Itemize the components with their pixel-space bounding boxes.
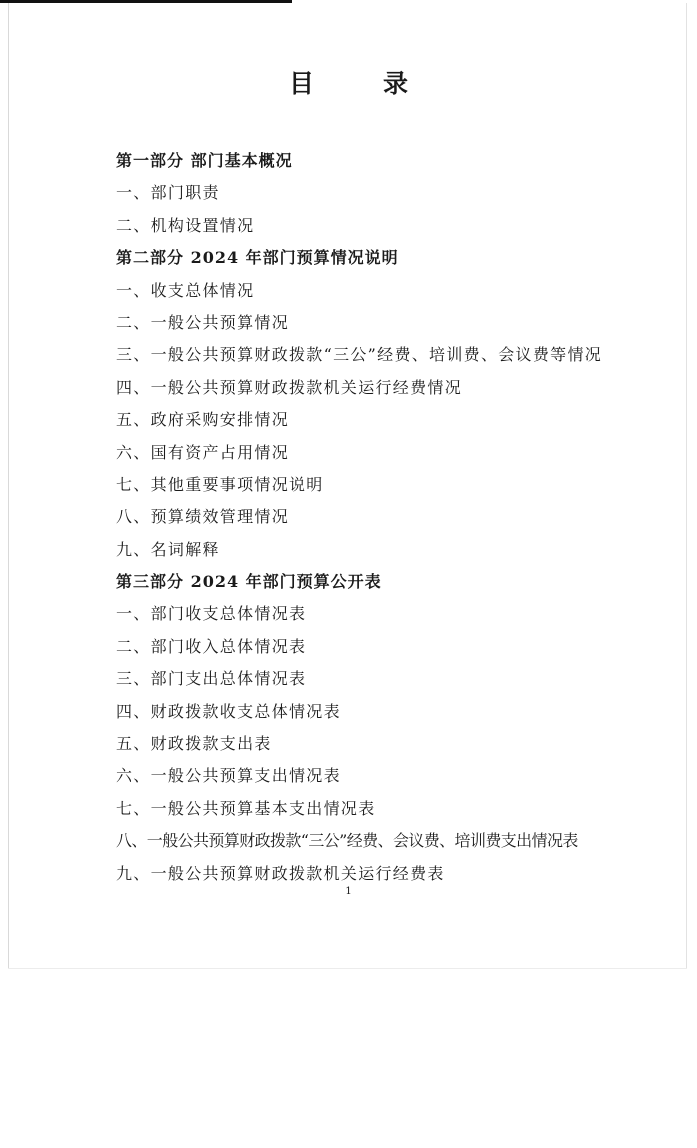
toc-item: 九、一般公共预算财政拨款机关运行经费表 xyxy=(116,863,445,883)
page-right-edge xyxy=(686,3,687,968)
document-title: 目 录 xyxy=(288,69,430,98)
toc-item: 一、收支总体情况 xyxy=(116,280,255,300)
page-left-edge xyxy=(8,3,9,968)
toc-item: 七、一般公共预算基本支出情况表 xyxy=(116,798,376,818)
page-bottom-edge xyxy=(8,968,687,969)
toc-item: 四、一般公共预算财政拨款机关运行经费情况 xyxy=(116,377,463,397)
toc-section-heading: 第一部分 部门基本概况 xyxy=(116,151,293,170)
toc-item: 六、国有资产占用情况 xyxy=(116,442,290,462)
toc-item: 一、部门职责 xyxy=(116,183,220,203)
toc-item: 二、一般公共预算情况 xyxy=(116,312,290,332)
toc-item: 九、名词解释 xyxy=(116,539,220,559)
toc-section-heading: 第三部分 2024 年部门预算公开表 xyxy=(116,572,382,592)
toc-item: 一、部门收支总体情况表 xyxy=(116,604,307,624)
toc-item: 三、部门支出总体情况表 xyxy=(116,669,307,689)
toc-item: 四、财政拨款收支总体情况表 xyxy=(116,701,341,721)
toc-section-heading: 第二部分 2024 年部门预算情况说明 xyxy=(116,248,399,268)
toc-item: 七、其他重要事项情况说明 xyxy=(116,474,324,494)
toc-item: 八、一般公共预算财政拨款“三公”经费、会议费、培训费支出情况表 xyxy=(116,831,578,851)
scan-edge-bar xyxy=(0,0,292,3)
table-of-contents xyxy=(116,145,676,890)
toc-item: 三、一般公共预算财政拨款“三公”经费、培训费、会议费等情况 xyxy=(116,345,603,365)
toc-item: 五、政府采购安排情况 xyxy=(116,410,290,430)
page-number: 1 xyxy=(345,886,352,897)
toc-item: 六、一般公共预算支出情况表 xyxy=(116,766,341,786)
toc-item: 五、财政拨款支出表 xyxy=(116,734,272,754)
toc-item: 八、预算绩效管理情况 xyxy=(116,507,290,527)
toc-item: 二、部门收入总体情况表 xyxy=(116,636,307,656)
toc-item: 二、机构设置情况 xyxy=(116,215,255,235)
